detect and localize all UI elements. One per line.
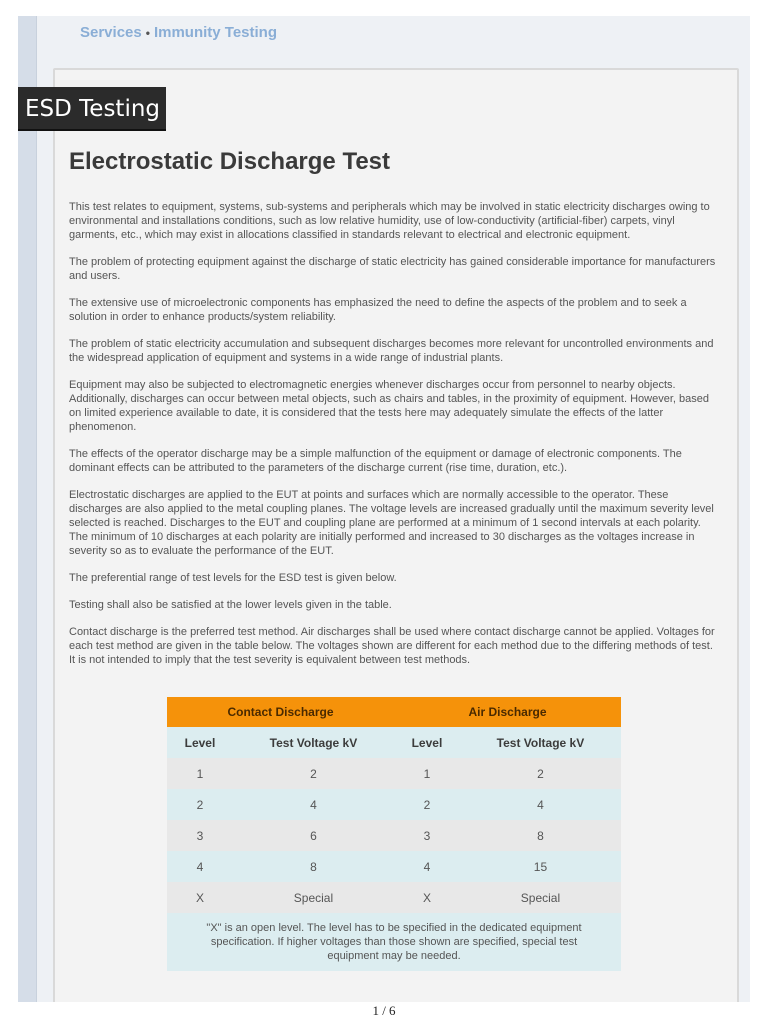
- table-cell: 8: [460, 820, 621, 851]
- page-title: Electrostatic Discharge Test: [69, 148, 391, 175]
- breadcrumb-separator: •: [145, 26, 150, 40]
- table-cell: 4: [394, 851, 460, 882]
- table-cell: 4: [167, 851, 233, 882]
- paragraph: The preferential range of test levels for the ESD test is given below.: [69, 572, 397, 584]
- table-cell: 2: [167, 789, 233, 820]
- table-cell: 2: [394, 789, 460, 820]
- esd-test-levels-table: [167, 697, 621, 971]
- breadcrumb-immunity-testing-link[interactable]: Immunity Testing: [153, 24, 277, 41]
- column-header: Test Voltage kV: [233, 727, 394, 758]
- table-row: [167, 851, 621, 882]
- table-cell: X: [167, 882, 233, 913]
- table-cell: 4: [460, 789, 621, 820]
- paragraph: Contact discharge is the preferred test method. Air discharges shall be used where contact discharge cannot be applied. Voltages for each test method are given in the table below. The voltages shown are different for each method due to the differing methods of test. It is not intended to imply that the test severity is equivalent between test methods.: [69, 626, 715, 666]
- table-column-header-row: [167, 727, 621, 758]
- table-cell: 1: [394, 758, 460, 789]
- paragraph: The problem of protecting equipment against the discharge of static electricity has gained considerable importance for manufacturers and users.: [69, 256, 716, 282]
- table-note: "X" is an open level. The level has to be specified in the dedicated equipment specification. If higher voltages than those shown are specified, special test equipment may be needed.: [167, 913, 621, 971]
- table-row: [167, 882, 621, 913]
- paragraph: The problem of static electricity accumulation and subsequent discharges becomes more relevant for uncontrolled environments and the widespread application of equipment and systems in a wide range of industrial plants.: [69, 338, 714, 364]
- column-header: Level: [167, 727, 233, 758]
- column-header: Test Voltage kV: [460, 727, 621, 758]
- table-cell: 2: [460, 758, 621, 789]
- table-cell: 8: [233, 851, 394, 882]
- paragraph: Testing shall also be satisfied at the lower levels given in the table.: [69, 599, 392, 611]
- table-cell: Special: [233, 882, 394, 913]
- table-group-header-row: [167, 697, 621, 727]
- air-discharge-header: Air Discharge: [394, 697, 621, 727]
- table-row: [167, 758, 621, 789]
- article-body: [69, 148, 719, 680]
- table-row: [167, 789, 621, 820]
- table-cell: X: [394, 882, 460, 913]
- table-cell: 6: [233, 820, 394, 851]
- page-number: 1 / 6: [372, 1003, 396, 1018]
- table-cell: 3: [394, 820, 460, 851]
- column-header: Level: [394, 727, 460, 758]
- paragraph: The extensive use of microelectronic components has emphasized the need to define the aspects of the problem and to seek a solution in order to enhance products/system reliability.: [69, 297, 687, 323]
- table-row: [167, 820, 621, 851]
- contact-discharge-header: Contact Discharge: [167, 697, 394, 727]
- table-cell: 15: [460, 851, 621, 882]
- paragraph: This test relates to equipment, systems, sub-systems and peripherals which may be involved in static electricity discharges owing to environmental and installations conditions, such as low relative humidity, use of low-conductivity (artificial-fiber) carpets, vinyl garments, etc., which may exist in allocations classified in standards relevant to electrical and electronic equipment.: [69, 201, 710, 241]
- table-cell: Special: [460, 882, 621, 913]
- table-cell: 1: [167, 758, 233, 789]
- table-cell: 2: [233, 758, 394, 789]
- table-cell: 4: [233, 789, 394, 820]
- paragraph: Equipment may also be subjected to electromagnetic energies whenever discharges occur from personnel to nearby objects. Additionally, discharges can occur between metal objects, such as chairs and tables, in the proximity of equipment. However, based on limited experience available to date, it is considered that the tests here may adequately simulate the effects of the latter phenomenon.: [69, 379, 709, 433]
- section-tag: ESD Testing: [18, 87, 166, 131]
- breadcrumb: [80, 24, 277, 41]
- table-cell: 3: [167, 820, 233, 851]
- table-note-row: [167, 913, 621, 971]
- breadcrumb-services-link[interactable]: Services: [80, 24, 142, 41]
- left-margin-stripe: [18, 16, 37, 1002]
- paragraph: The effects of the operator discharge may be a simple malfunction of the equipment or damage of electronic components. The dominant effects can be attributed to the parameters of the discharge current (rise time, duration, etc.).: [69, 448, 682, 474]
- paragraph: Electrostatic discharges are applied to the EUT at points and surfaces which are normally accessible to the operator. These discharges are also applied to the metal coupling planes. The voltage levels are increased gradually until the maximum severity level selected is reached. Discharges to the EUT and coupling plane are performed at a minimum of 1 second intervals at each polarity. The minimum of 10 discharges at each polarity are initially performed and increased to 30 discharges as the voltages increase in severity so as to evaluate the performance of the EUT.: [69, 489, 714, 557]
